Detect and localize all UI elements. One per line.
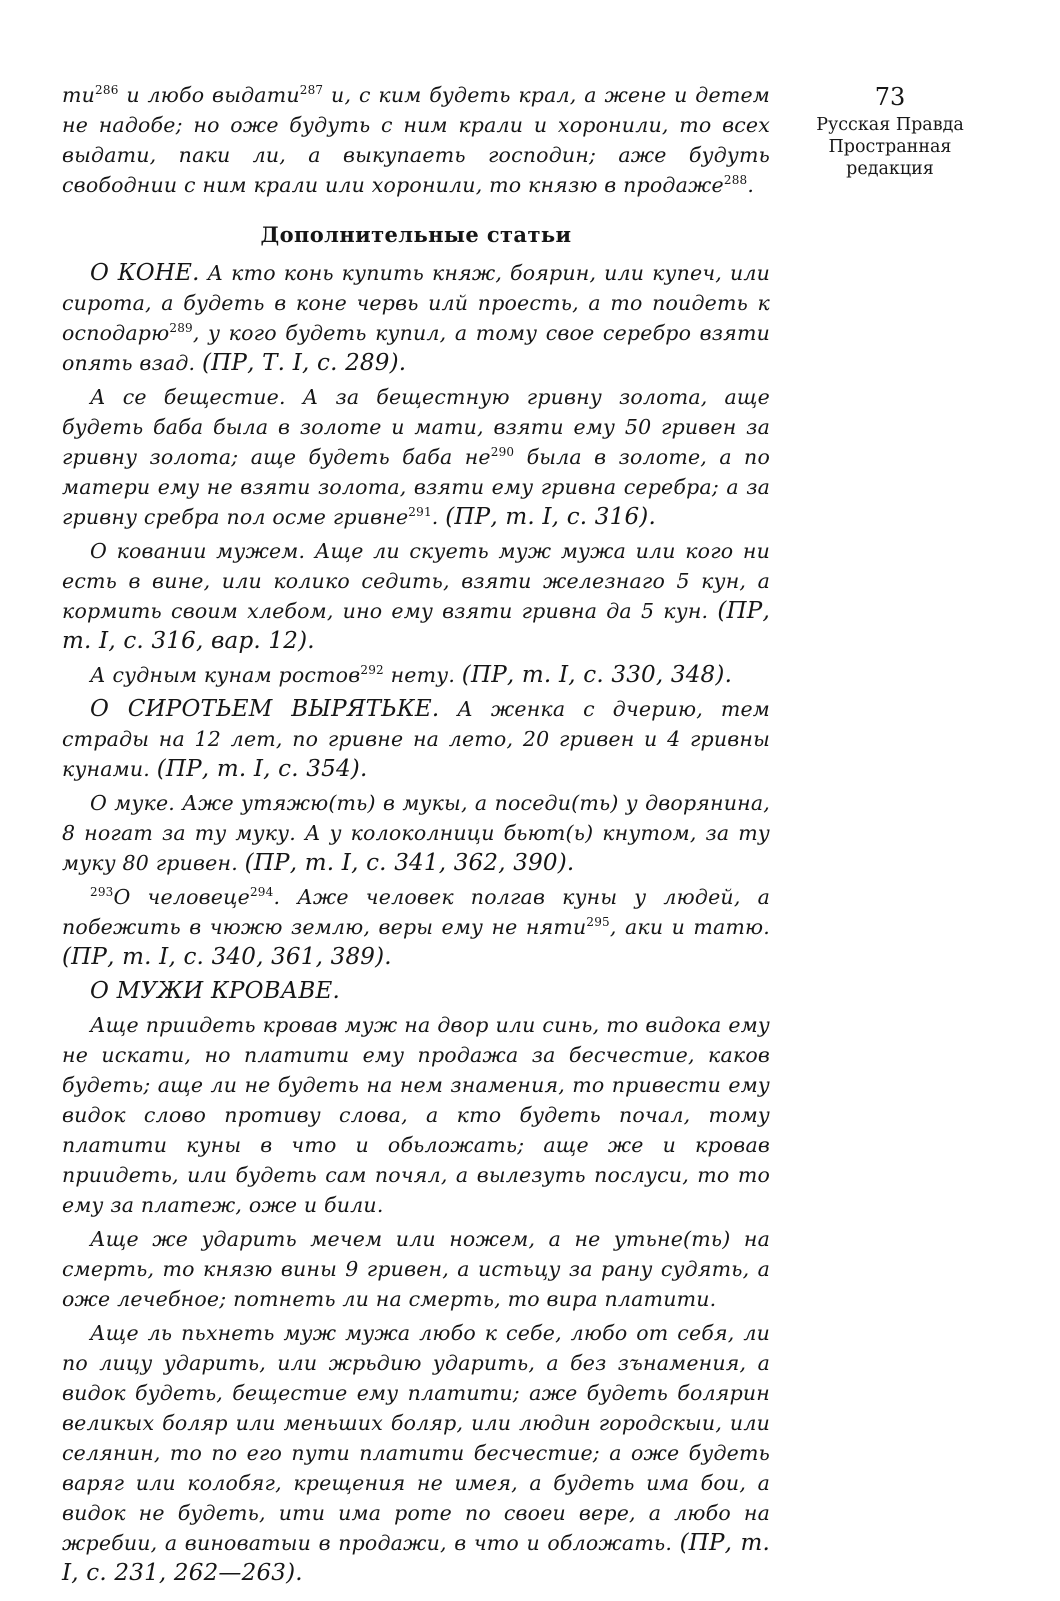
paragraph-o-cheloveke [62, 882, 770, 972]
citation: (ПР, т. I, с. 316, вар. 12). [62, 598, 770, 654]
citation: (ПР, т. I, с. 231, 262—263). [62, 1530, 770, 1586]
article-title: О КОНЕ. [90, 260, 200, 286]
paragraph-pkhnet-muzh [62, 1318, 770, 1588]
citation: (ПР, Т. I, с. 289). [202, 350, 407, 376]
citation: (ПР, т. I, с. 316). [445, 504, 656, 530]
text-run: А се бещестие. А за бещестную гривну золота, аще будеть баба была в золоте и мати, взяти ему 50 гривен за гривну золота; аще будеть баба не [62, 385, 770, 469]
running-head-line-1: Русская Правда [816, 115, 964, 135]
paragraph-o-kone [62, 258, 770, 378]
text-run: и любо выдати [118, 83, 300, 107]
running-head-line-3: редакция [846, 159, 934, 179]
paragraph-udarit-mechem: Аще же ударить мечем или ножем, а не утьне(ть) на смерть, то князю вины 9 гривен, а истьцу за рану судять, а оже лечебное; потнеть ли на смерть, то вира платити. [62, 1227, 770, 1311]
citation: (ПР, т. I, с. 354). [156, 756, 368, 782]
paragraph-kovanie [62, 536, 770, 656]
article-title: О МУЖИ КРОВАВЕ. [90, 978, 341, 1004]
text-run: . [431, 505, 446, 529]
text-run: , у кого будеть купил, а тому свое серебро взяти опять взад. [62, 321, 770, 375]
text-run: . Аже человек полгав куны у людей, а побежить в чюжю землю, веры ему не няти [62, 885, 770, 939]
text-run: и, с ким будеть крал, а жене и детем не надобе; но оже будуть с ним крали и хоронили, то всех выдати, паки ли, а выкупаеть господин; аже будуть свободнии с ним крали или хоронили, то князю в продаже [62, 83, 770, 197]
text-run: О человеце [113, 885, 250, 909]
footnote-ref: 290 [490, 445, 515, 460]
text-run: Аще ль пьхнеть муж мужа любо к себе, любо от себя, ли по лицу ударить, или жрьдию ударить, а без зънамения, а видок будеть, бещестие ему платити; аже будеть болярин великых боляр или меньших боляр, или людин городскыи, или селянин, то по его пути платити бесчестие; а оже будеть варяг или колобяг, крещения не имея, а будеть има бои, а видок не будеть, ити има роте по своеи вере, а любо на жребии, а виноватыи в продажи, в что и обложать. [62, 1321, 770, 1555]
text-run: А кто конь купить княж, боярин, или купеч, или сирота, а будеть в коне червь илй проесть, а то поидеть к осподарю [62, 261, 770, 345]
citation: (ПР, т. I, с. 341, 362, 390). [244, 850, 575, 876]
article-title: О СИРОТЬЕМ ВЫРЯТЬКЕ. [90, 696, 440, 722]
footnote-ref: 292 [360, 663, 384, 678]
paragraph-continuation [62, 80, 770, 200]
footnote-ref: 295 [586, 915, 610, 930]
paragraph-beshchestie [62, 382, 770, 532]
paragraph-krovav-muzh: Аще приидеть кровав муж на двор или синь, то видока ему не искати, но платити ему продажа за бесчестие, каков будеть; аще ли не будеть на нем знамения, то привести ему видок слово противу слова, а кто будеть почал, тому платити куны в что и обьложать; аще же и кровав приидеть, или будеть сам почял, а вылезуть послуси, то то ему за платеж, оже и били. [62, 1013, 770, 1217]
text-run: нету. [383, 663, 462, 687]
footnote-ref: 293 [90, 885, 114, 900]
text-run: А женка с дчерию, тем страды на 12 лет, по гривне на лето, 20 гривен и 4 гривны кунами. [62, 697, 770, 781]
citation: (ПР, т. I, с. 330, 348). [461, 662, 733, 688]
text-run: . [747, 173, 755, 197]
paragraph-o-muzhi-krovave-title [62, 976, 770, 1006]
footnote-ref: 294 [249, 885, 274, 900]
page-number: 73 [874, 83, 906, 111]
footnote-ref: 287 [299, 83, 324, 98]
running-head-block [795, 80, 985, 180]
footnote-ref: 288 [723, 173, 748, 188]
text-run: , аки и татю. [609, 915, 770, 939]
main-text-column [62, 80, 770, 1592]
paragraph-sudnye-kuny [62, 660, 770, 690]
text-run: А судным кунам ростов [90, 663, 361, 687]
text-run: О ковании мужем. Аще ли скуеть муж мужа или кого ни есть в вине, или колико седить, взяти железнаго 5 кун, а кормить своим хлебом, ино ему взяти гривна да 5 кун. [62, 539, 770, 623]
text-run: была в золоте, а по матери ему не взяти золота, взяти ему гривна серебра; а за гривну сребра пол осме гривне [62, 445, 770, 529]
running-head-line-2: Пространная [828, 137, 952, 157]
footnote-ref: 286 [95, 83, 119, 98]
footnote-ref: 291 [408, 505, 432, 520]
paragraph-o-muke [62, 788, 770, 878]
text-run: О муке. Аже утяжю(ть) в мукы, а поседи(ть) у дворянина, 8 ногат за ту муку. А у колоколници бьют(ь) кнутом, за ту муку 80 гривен. [62, 791, 770, 875]
citation: (ПР, т. I, с. 340, 361, 389). [62, 944, 392, 970]
text-run: ти [62, 83, 96, 107]
paragraph-sirotiem [62, 694, 770, 784]
section-heading: Дополнительные статьи [260, 222, 572, 247]
footnote-ref: 289 [169, 321, 193, 336]
